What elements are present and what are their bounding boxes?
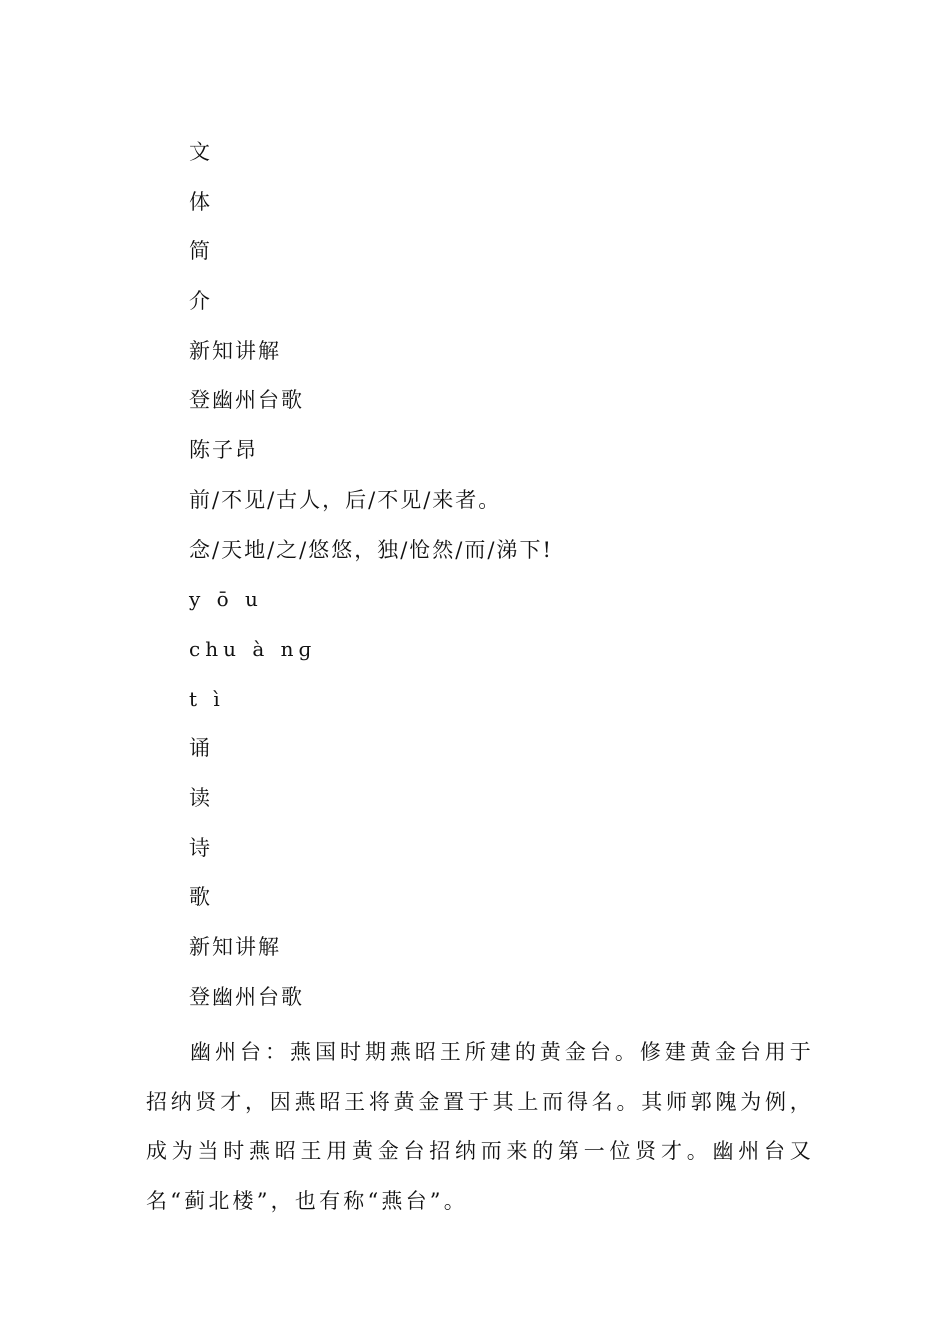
poem-author: 陈子昂: [189, 438, 258, 463]
heading-char-song: 诵: [189, 736, 212, 761]
poem-title: 登幽州台歌: [189, 388, 304, 413]
poem-title-2: 登幽州台歌: [189, 984, 304, 1009]
heading-char-ti: 体: [189, 189, 212, 214]
pinyin-ti: t ì: [189, 686, 225, 711]
pinyin-you: y ō u: [189, 587, 263, 612]
heading-char-jie: 介: [189, 289, 212, 314]
section-label-new-knowledge-2: 新知讲解: [189, 935, 281, 959]
pinyin-chuang: chu à nɡ: [189, 636, 317, 661]
text-lines: [189, 136, 869, 1030]
heading-char-shi: 诗: [189, 835, 212, 860]
explanation-paragraph: 幽州台：燕国时期燕昭王所建的黄金台。修建黄金台用于招纳贤才，因燕昭王将黄金置于其上而得名。其师郭隗为例，成为当时燕昭王用黄金台招纳而来的第一位贤才。幽州台又名“蓟北楼”，也有称“燕台”。: [146, 1040, 814, 1213]
heading-char-du: 读: [189, 785, 212, 810]
heading-char-ge: 歌: [189, 885, 212, 910]
heading-char-wen: 文: [189, 140, 212, 164]
heading-char-jian: 简: [189, 239, 212, 264]
section-label-new-knowledge: 新知讲解: [189, 338, 281, 363]
poem-line-2: 念/天地/之/悠悠，独/怆然/而/涕下!: [189, 537, 553, 562]
poem-line-1: 前/不见/古人，后/不见/来者。: [189, 487, 502, 512]
